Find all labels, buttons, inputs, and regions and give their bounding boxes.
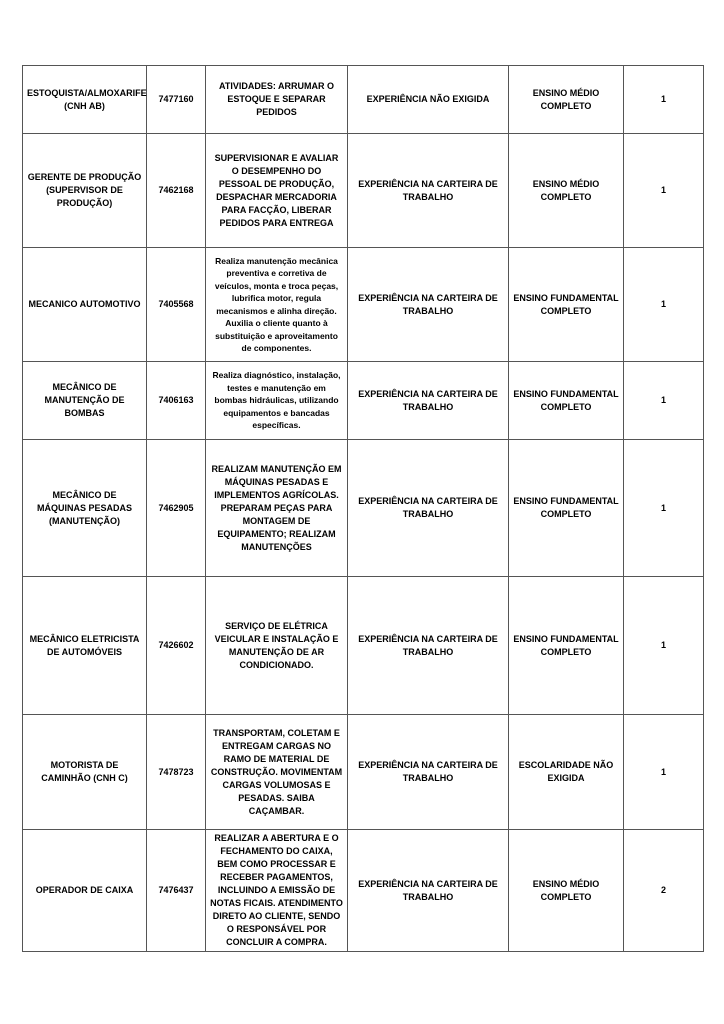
table-row <box>23 134 704 248</box>
experience-cell: EXPERIÊNCIA NA CARTEIRA DE TRABALHO <box>348 830 509 952</box>
job-title-cell: MECÂNICO ELETRICISTA DE AUTOMÓVEIS <box>23 577 147 715</box>
table-row <box>23 248 704 362</box>
job-code-cell: 7477160 <box>147 66 206 134</box>
education-cell: ENSINO MÉDIO COMPLETO <box>509 134 624 248</box>
experience-cell: EXPERIÊNCIA NA CARTEIRA DE TRABALHO <box>348 715 509 830</box>
job-openings-table <box>22 65 704 952</box>
job-description-cell: Realiza diagnóstico, instalação, testes e manutenção em bombas hidráulicas, utilizando equipamentos e bancadas específicas. <box>206 362 348 440</box>
education-cell: ENSINO MÉDIO COMPLETO <box>509 830 624 952</box>
job-title-cell: MOTORISTA DE CAMINHÃO (CNH C) <box>23 715 147 830</box>
education-cell: ENSINO MÉDIO COMPLETO <box>509 66 624 134</box>
experience-cell: EXPERIÊNCIA NA CARTEIRA DE TRABALHO <box>348 134 509 248</box>
experience-cell: EXPERIÊNCIA NÃO EXIGIDA <box>348 66 509 134</box>
experience-cell: EXPERIÊNCIA NA CARTEIRA DE TRABALHO <box>348 362 509 440</box>
vacancies-cell: 1 <box>624 248 704 362</box>
table-row <box>23 362 704 440</box>
experience-cell: EXPERIÊNCIA NA CARTEIRA DE TRABALHO <box>348 248 509 362</box>
table-row <box>23 830 704 952</box>
education-cell: ENSINO FUNDAMENTAL COMPLETO <box>509 362 624 440</box>
job-title-cell: GERENTE DE PRODUÇÃO (SUPERVISOR DE PRODUÇÃO) <box>23 134 147 248</box>
education-cell: ESCOLARIDADE NÃO EXIGIDA <box>509 715 624 830</box>
job-title-cell: OPERADOR DE CAIXA <box>23 830 147 952</box>
vacancies-cell: 1 <box>624 440 704 577</box>
vacancies-cell: 1 <box>624 134 704 248</box>
education-cell: ENSINO FUNDAMENTAL COMPLETO <box>509 577 624 715</box>
job-code-cell: 7478723 <box>147 715 206 830</box>
table-row <box>23 577 704 715</box>
job-code-cell: 7462168 <box>147 134 206 248</box>
job-description-cell: SERVIÇO DE ELÉTRICA VEICULAR E INSTALAÇÃO E MANUTENÇÃO DE AR CONDICIONADO. <box>206 577 348 715</box>
experience-cell: EXPERIÊNCIA NA CARTEIRA DE TRABALHO <box>348 577 509 715</box>
vacancies-cell: 2 <box>624 830 704 952</box>
job-description-cell: ATIVIDADES: ARRUMAR O ESTOQUE E SEPARAR PEDIDOS <box>206 66 348 134</box>
vacancies-cell: 1 <box>624 362 704 440</box>
experience-cell: EXPERIÊNCIA NA CARTEIRA DE TRABALHO <box>348 440 509 577</box>
job-description-cell: REALIZAR A ABERTURA E O FECHAMENTO DO CAIXA, BEM COMO PROCESSAR E RECEBER PAGAMENTOS, INCLUINDO A EMISSÃO DE NOTAS FICAIS. ATENDIMENTO DIRETO AO CLIENTE, SENDO O RESPONSÁVEL POR CONCLUIR A COMPRA. <box>206 830 348 952</box>
job-code-cell: 7476437 <box>147 830 206 952</box>
education-cell: ENSINO FUNDAMENTAL COMPLETO <box>509 440 624 577</box>
job-title-cell: ESTOQUISTA/ALMOXARIFE (CNH AB) <box>23 66 147 134</box>
job-code-cell: 7405568 <box>147 248 206 362</box>
job-title-cell: MECANICO AUTOMOTIVO <box>23 248 147 362</box>
table-row <box>23 440 704 577</box>
vacancies-cell: 1 <box>624 66 704 134</box>
vacancies-cell: 1 <box>624 577 704 715</box>
job-description-cell: SUPERVISIONAR E AVALIAR O DESEMPENHO DO PESSOAL DE PRODUÇÃO, DESPACHAR MERCADORIA PARA FACÇÃO, LIBERAR PEDIDOS PARA ENTREGA <box>206 134 348 248</box>
job-title-cell: MECÂNICO DE MANUTENÇÃO DE BOMBAS <box>23 362 147 440</box>
job-description-cell: Realiza manutenção mecânica preventiva e corretiva de veículos, monta e troca peças, lubrifica motor, regula mecanismos e alinha direção. Auxilia o cliente quanto à substituição e aproveitamento de componentes. <box>206 248 348 362</box>
vacancies-cell: 1 <box>624 715 704 830</box>
job-code-cell: 7462905 <box>147 440 206 577</box>
job-description-cell: REALIZAM MANUTENÇÃO EM MÁQUINAS PESADAS E IMPLEMENTOS AGRÍCOLAS. PREPARAM PEÇAS PARA MONTAGEM DE EQUIPAMENTO; REALIZAM MANUTENÇÕES <box>206 440 348 577</box>
job-code-cell: 7406163 <box>147 362 206 440</box>
job-title-cell: MECÂNICO DE MÁQUINAS PESADAS (MANUTENÇÃO) <box>23 440 147 577</box>
job-description-cell: TRANSPORTAM, COLETAM E ENTREGAM CARGAS NO RAMO DE MATERIAL DE CONSTRUÇÃO. MOVIMENTAM CARGAS VOLUMOSAS E PESADAS. SAIBA CAÇAMBAR. <box>206 715 348 830</box>
table-row <box>23 715 704 830</box>
table-row <box>23 66 704 134</box>
education-cell: ENSINO FUNDAMENTAL COMPLETO <box>509 248 624 362</box>
job-code-cell: 7426602 <box>147 577 206 715</box>
